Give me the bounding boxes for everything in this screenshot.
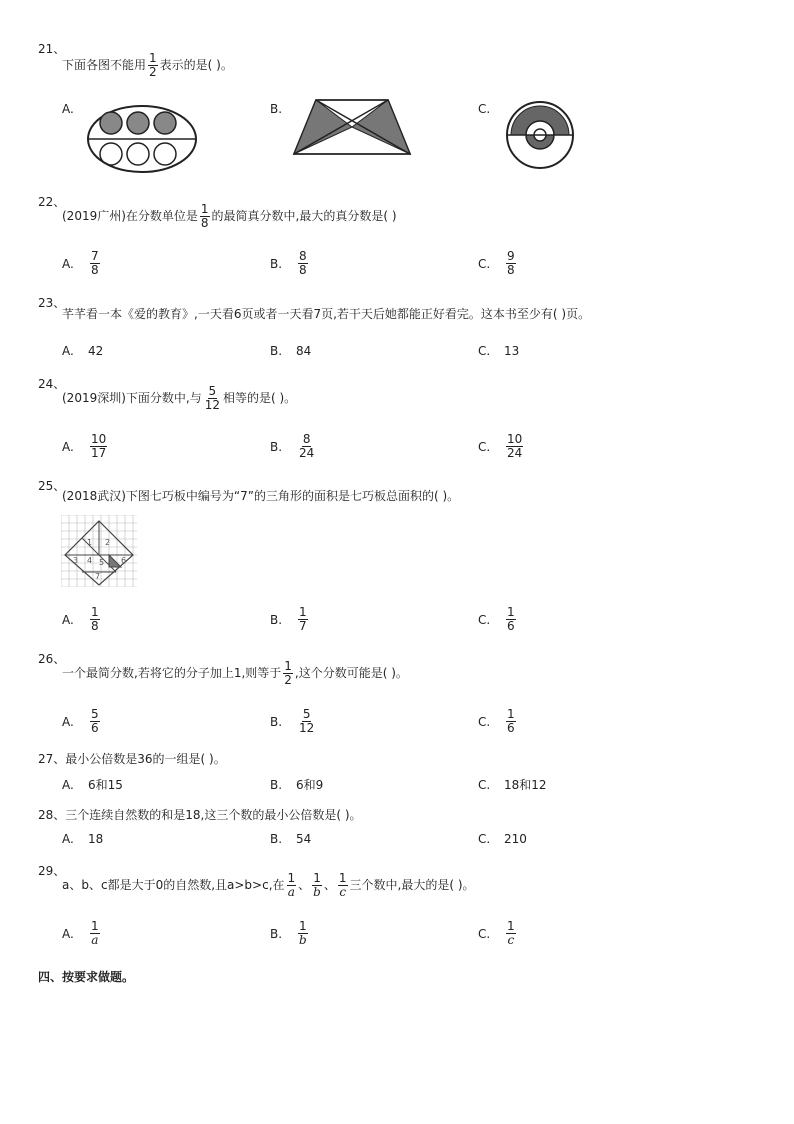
q22-fraction <box>200 203 210 230</box>
option-fraction <box>90 606 100 633</box>
option-value: 210 <box>504 832 527 846</box>
frac-num: 5 <box>302 707 311 721</box>
frac-num: 1 <box>507 605 515 619</box>
q24-frac-den: 12 <box>204 398 220 412</box>
tangram-label-4: 4 <box>87 556 93 565</box>
frac-den: 8 <box>91 263 99 277</box>
q22-text-after: 的最简真分数中,最大的真分数是( ) <box>211 209 397 223</box>
q24-number: 24、 <box>38 377 66 391</box>
q29-separator: 、 <box>298 878 311 892</box>
frac-num: 8 <box>299 249 307 263</box>
q26-text-before: 一个最简分数,若将它的分子加上1,则等于 <box>62 666 282 680</box>
frac-num: 1 <box>91 605 99 619</box>
frac-den: b <box>313 885 321 899</box>
frac-num: 1 <box>313 871 321 885</box>
tangram-label-2: 2 <box>105 538 111 547</box>
q26-fraction <box>283 660 293 687</box>
frac-den: 7 <box>299 619 307 633</box>
frac-num: 1 <box>507 919 515 933</box>
frac-num: 9 <box>507 249 515 263</box>
option-letter: A. <box>62 439 74 454</box>
option-fraction <box>298 250 308 277</box>
q28-option-c[interactable] <box>478 832 527 846</box>
option-letter: A. <box>62 832 74 846</box>
option-letter: C. <box>478 102 491 116</box>
option-fraction <box>506 606 516 633</box>
q26-stem <box>62 660 408 687</box>
q28-option-b[interactable] <box>270 832 311 846</box>
option-fraction <box>90 433 107 460</box>
option-letter: B. <box>270 439 283 454</box>
option-letter: C. <box>478 926 491 941</box>
q23-number: 23、 <box>38 296 66 310</box>
frac-num: 10 <box>91 432 107 446</box>
q24-option-b[interactable] <box>270 433 317 460</box>
option-letter: C. <box>478 778 491 792</box>
q21-figure-a <box>86 104 198 174</box>
option-letter: B. <box>270 102 283 116</box>
q25-option-c[interactable] <box>478 606 518 633</box>
q25-stem: (2018武汉)下图七巧板中编号为“7”的三角形的面积是七巧板总面积的( )。 <box>62 489 460 503</box>
q22-number: 22、 <box>38 195 66 209</box>
q22-option-a[interactable] <box>62 250 102 277</box>
option-letter: A. <box>62 612 74 627</box>
q25-number: 25、 <box>38 479 66 493</box>
option-letter: C. <box>478 832 491 846</box>
option-letter: B. <box>270 612 283 627</box>
q24-stem <box>62 385 296 412</box>
option-letter: A. <box>62 344 74 358</box>
q29-fraction-b <box>312 872 322 899</box>
frac-den: 17 <box>91 446 107 460</box>
option-letter: C. <box>478 344 491 358</box>
q22-frac-den: 8 <box>200 216 209 230</box>
option-letter: B. <box>270 714 283 729</box>
frac-num: 5 <box>91 707 99 721</box>
option-letter: B. <box>270 256 283 271</box>
frac-den: c <box>507 933 515 947</box>
q22-option-c[interactable] <box>478 250 518 277</box>
option-letter: C. <box>478 714 491 729</box>
frac-den: a <box>287 885 295 899</box>
frac-den: 6 <box>507 721 515 735</box>
q29-text-before: a、b、c都是大于0的自然数,且a>b>c,在 <box>62 878 285 892</box>
q29-option-c[interactable] <box>478 920 518 947</box>
q27-option-b[interactable] <box>270 776 323 793</box>
q23-stem: 芊芊看一本《爱的教育》,一天看6页或者一天看7页,若干天后她都能正好看完。这本书至少有( )页。 <box>62 307 591 321</box>
q29-stem <box>62 872 475 899</box>
q28-stem <box>38 808 362 822</box>
q21-stem <box>62 52 233 79</box>
frac-den: 8 <box>299 263 307 277</box>
q24-frac-num: 5 <box>208 384 217 398</box>
q22-option-b[interactable] <box>270 250 310 277</box>
option-letter: C. <box>478 256 491 271</box>
option-fraction <box>90 920 100 947</box>
option-letter: A. <box>62 714 74 729</box>
option-letter: C. <box>478 612 491 627</box>
q22-text-before: (2019广州)在分数单位是 <box>62 209 198 223</box>
option-value: 6和9 <box>296 778 324 792</box>
q22-frac-num: 1 <box>200 202 209 216</box>
q26-text-after: ,这个分数可能是( )。 <box>294 666 408 680</box>
option-fraction <box>506 920 516 947</box>
option-fraction <box>90 250 100 277</box>
q27-option-c[interactable] <box>478 776 547 793</box>
option-letter: A. <box>62 102 74 116</box>
option-fraction <box>90 708 100 735</box>
option-value: 42 <box>88 344 104 358</box>
frac-den: 6 <box>507 619 515 633</box>
q22-stem <box>62 203 397 230</box>
q21-text-before: 下面各图不能用 <box>62 58 147 72</box>
frac-den: c <box>339 885 347 899</box>
option-fraction <box>506 250 516 277</box>
option-letter: B. <box>270 832 283 846</box>
q26-frac-den: 2 <box>284 673 292 687</box>
tangram-label-7: 7 <box>95 572 101 581</box>
option-value: 18和12 <box>504 778 547 792</box>
q21-frac-num: 1 <box>149 51 157 65</box>
q29-separator: 、 <box>323 878 336 892</box>
q21-number: 21、 <box>38 42 66 56</box>
frac-num: 7 <box>91 249 99 263</box>
frac-den: 8 <box>507 263 515 277</box>
q29-fraction-a <box>287 872 297 899</box>
option-fraction <box>298 920 308 947</box>
frac-num: 1 <box>338 871 347 885</box>
frac-num: 1 <box>507 707 515 721</box>
q21-option-c[interactable] <box>478 102 504 116</box>
q25-tangram-figure <box>61 515 137 587</box>
option-fraction <box>506 708 516 735</box>
frac-den: 12 <box>299 721 315 735</box>
q24-fraction <box>204 385 221 412</box>
tangram-label-5: 5 <box>99 558 105 567</box>
q24-option-c[interactable] <box>478 433 525 460</box>
frac-num: 1 <box>299 605 307 619</box>
option-letter: A. <box>62 256 74 271</box>
frac-den: 24 <box>299 446 315 460</box>
q27-stem <box>38 752 226 766</box>
q26-frac-num: 1 <box>284 659 292 673</box>
frac-num: 1 <box>299 919 307 933</box>
q21-figure-c <box>505 100 575 170</box>
option-value: 13 <box>504 344 520 358</box>
q24-text-after: 相等的是( )。 <box>223 391 297 405</box>
q27-number: 27、 <box>38 752 66 766</box>
option-value: 84 <box>296 344 312 358</box>
q28-text: 三个连续自然数的和是18,这三个数的最小公倍数是( )。 <box>65 808 362 822</box>
q28-option-a[interactable] <box>62 832 103 846</box>
frac-den: a <box>91 933 99 947</box>
q27-option-a[interactable] <box>62 776 123 793</box>
q26-option-a[interactable] <box>62 708 102 735</box>
option-value: 54 <box>296 832 312 846</box>
q27-text: 最小公倍数是36的一组是( )。 <box>65 752 226 766</box>
q26-number: 26、 <box>38 652 66 666</box>
option-fraction <box>298 433 315 460</box>
tangram-label-6: 6 <box>121 556 127 565</box>
q29-option-b[interactable] <box>270 920 310 947</box>
option-letter: C. <box>478 439 491 454</box>
q23-option-a[interactable] <box>62 344 103 358</box>
option-fraction <box>298 606 308 633</box>
frac-num: 1 <box>287 871 296 885</box>
q26-option-c[interactable] <box>478 708 518 735</box>
q21-option-a[interactable] <box>62 102 88 116</box>
q24-text-before: (2019深圳)下面分数中,与 <box>62 391 202 405</box>
q29-option-a[interactable] <box>62 920 102 947</box>
option-value: 18 <box>88 832 104 846</box>
tangram-label-3: 3 <box>73 556 79 565</box>
frac-num: 8 <box>302 432 311 446</box>
option-letter: B. <box>270 926 283 941</box>
option-letter: B. <box>270 778 283 792</box>
frac-num: 10 <box>507 432 523 446</box>
q21-fraction <box>148 52 158 79</box>
section-4-title: 四、按要求做题。 <box>38 970 135 984</box>
q29-number: 29、 <box>38 864 66 878</box>
q28-number: 28、 <box>38 808 66 822</box>
tangram-label-1: 1 <box>87 538 93 547</box>
frac-den: 6 <box>91 721 99 735</box>
q29-text-after: 三个数中,最大的是( )。 <box>349 878 475 892</box>
option-letter: B. <box>270 344 283 358</box>
option-letter: A. <box>62 926 74 941</box>
option-value: 6和15 <box>88 778 123 792</box>
q23-option-c[interactable] <box>478 344 519 358</box>
q29-fraction-c <box>338 872 348 899</box>
frac-den: 24 <box>507 446 523 460</box>
q21-frac-den: 2 <box>149 65 157 79</box>
option-letter: A. <box>62 778 74 792</box>
frac-den: b <box>299 933 307 947</box>
q25-option-a[interactable] <box>62 606 102 633</box>
frac-den: 8 <box>91 619 99 633</box>
q24-option-a[interactable] <box>62 433 109 460</box>
q25-option-b[interactable] <box>270 606 310 633</box>
q21-figure-b <box>292 98 412 158</box>
q26-option-b[interactable] <box>270 708 317 735</box>
option-fraction <box>298 708 315 735</box>
q23-option-b[interactable] <box>270 344 311 358</box>
q21-text-after: 表示的是( )。 <box>159 58 233 72</box>
option-fraction <box>506 433 523 460</box>
frac-num: 1 <box>91 919 99 933</box>
